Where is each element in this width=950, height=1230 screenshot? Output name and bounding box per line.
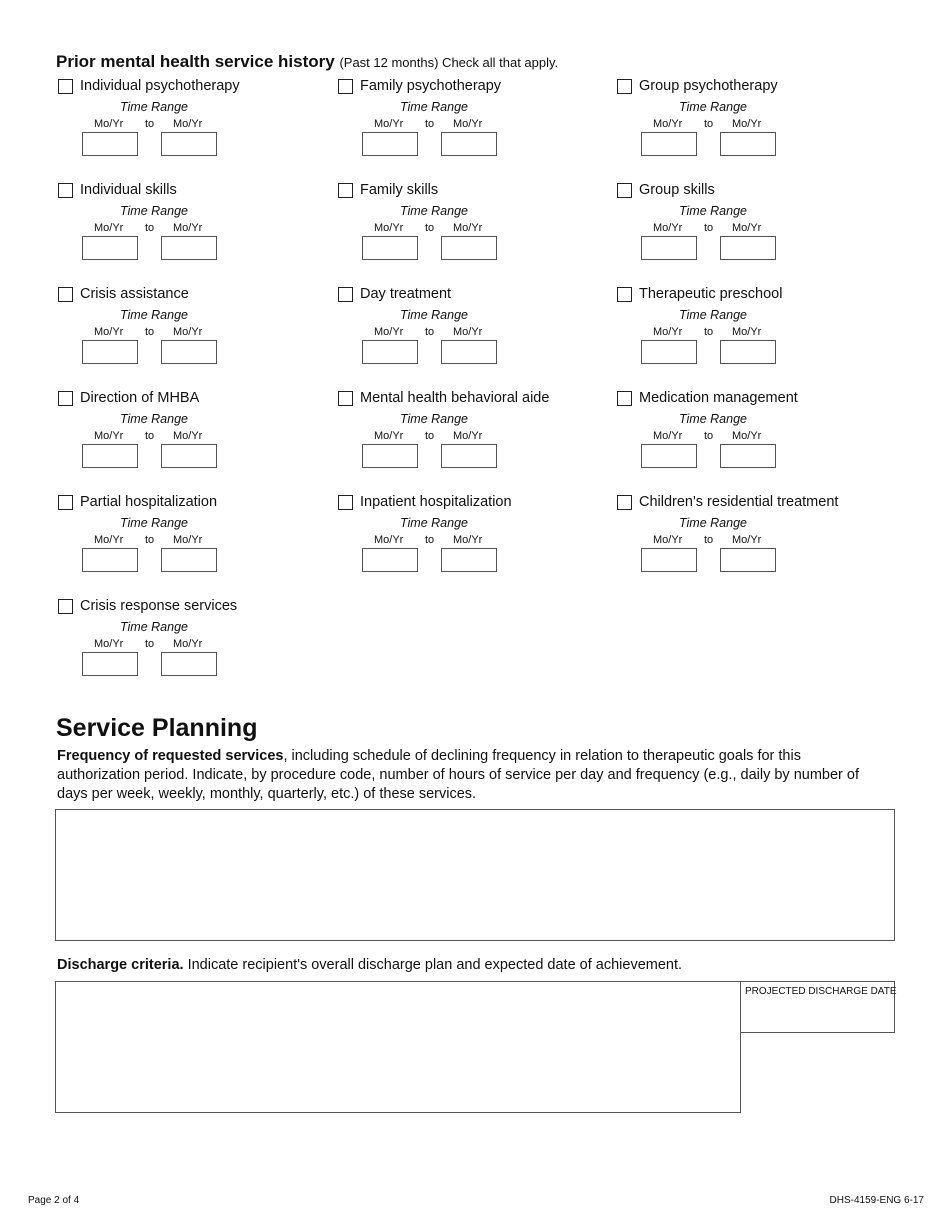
projected-discharge-date-label: PROJECTED DISCHARGE DATE	[745, 986, 897, 997]
service-item	[615, 366, 875, 466]
end-date-input[interactable]	[441, 548, 497, 572]
start-date-input[interactable]	[82, 340, 138, 364]
end-date-input[interactable]	[441, 132, 497, 156]
time-range-label: Time Range	[120, 412, 188, 426]
service-item	[56, 366, 316, 466]
start-mo-yr-label: Mo/Yr	[374, 534, 404, 546]
discharge-plan-textarea[interactable]	[55, 981, 741, 1113]
end-mo-yr-label: Mo/Yr	[732, 326, 762, 338]
service-checkbox[interactable]	[58, 287, 73, 302]
service-checkbox[interactable]	[617, 391, 632, 406]
to-label: to	[145, 638, 155, 650]
history-subtitle: (Past 12 months) Check all that apply.	[339, 55, 559, 70]
service-checkbox[interactable]	[338, 495, 353, 510]
service-item	[336, 470, 596, 570]
time-range-label: Time Range	[120, 100, 188, 114]
to-label: to	[145, 534, 155, 546]
to-label: to	[704, 222, 714, 234]
service-checkbox[interactable]	[58, 495, 73, 510]
to-label: to	[425, 326, 435, 338]
to-label: to	[425, 430, 435, 442]
end-date-input[interactable]	[720, 132, 776, 156]
to-label: to	[425, 222, 435, 234]
frequency-text: , including schedule of declining frequency in relation to therapeutic goals for this authorization period. Indicate, by procedure code, number of hours of service per day and frequency (e.g., daily by number of days per week, weekly, monthly, quarterly, etc.) of these services.	[57, 748, 859, 802]
service-label: Direction of MHBA	[80, 390, 200, 406]
start-date-input[interactable]	[82, 444, 138, 468]
time-range-label: Time Range	[400, 204, 468, 218]
end-mo-yr-label: Mo/Yr	[173, 430, 203, 442]
discharge-text: Indicate recipient's overall discharge plan and expected date of achievement.	[183, 957, 683, 973]
start-mo-yr-label: Mo/Yr	[374, 430, 404, 442]
service-checkbox[interactable]	[58, 79, 73, 94]
service-checkbox[interactable]	[58, 391, 73, 406]
service-label: Crisis response services	[80, 598, 238, 614]
start-mo-yr-label: Mo/Yr	[94, 430, 124, 442]
start-mo-yr-label: Mo/Yr	[94, 534, 124, 546]
end-mo-yr-label: Mo/Yr	[453, 222, 483, 234]
service-label: Group psychotherapy	[639, 78, 778, 94]
end-date-input[interactable]	[720, 548, 776, 572]
end-mo-yr-label: Mo/Yr	[173, 534, 203, 546]
service-checkbox[interactable]	[617, 183, 632, 198]
start-date-input[interactable]	[362, 444, 418, 468]
start-mo-yr-label: Mo/Yr	[653, 534, 683, 546]
to-label: to	[425, 118, 435, 130]
frequency-label: Frequency of requested services	[57, 748, 284, 764]
end-date-input[interactable]	[161, 132, 217, 156]
time-range-label: Time Range	[400, 516, 468, 530]
service-checkbox[interactable]	[617, 287, 632, 302]
start-date-input[interactable]	[82, 236, 138, 260]
end-date-input[interactable]	[161, 548, 217, 572]
to-label: to	[145, 430, 155, 442]
start-mo-yr-label: Mo/Yr	[94, 222, 124, 234]
end-mo-yr-label: Mo/Yr	[732, 430, 762, 442]
start-date-input[interactable]	[82, 652, 138, 676]
service-checkbox[interactable]	[58, 599, 73, 614]
end-mo-yr-label: Mo/Yr	[453, 534, 483, 546]
time-range-label: Time Range	[679, 516, 747, 530]
start-date-input[interactable]	[641, 236, 697, 260]
service-label: Individual skills	[80, 182, 177, 198]
end-date-input[interactable]	[720, 236, 776, 260]
service-checkbox[interactable]	[338, 287, 353, 302]
to-label: to	[704, 534, 714, 546]
start-date-input[interactable]	[362, 236, 418, 260]
service-label: Inpatient hospitalization	[360, 494, 512, 510]
time-range-label: Time Range	[120, 308, 188, 322]
time-range-label: Time Range	[679, 308, 747, 322]
time-range-label: Time Range	[679, 100, 747, 114]
service-checkbox[interactable]	[58, 183, 73, 198]
to-label: to	[704, 118, 714, 130]
end-date-input[interactable]	[441, 340, 497, 364]
service-item	[56, 54, 316, 154]
time-range-label: Time Range	[400, 308, 468, 322]
service-checkbox[interactable]	[617, 495, 632, 510]
start-date-input[interactable]	[82, 548, 138, 572]
service-item	[615, 158, 875, 258]
end-mo-yr-label: Mo/Yr	[173, 118, 203, 130]
time-range-label: Time Range	[120, 516, 188, 530]
service-checkbox[interactable]	[617, 79, 632, 94]
end-mo-yr-label: Mo/Yr	[732, 222, 762, 234]
start-mo-yr-label: Mo/Yr	[374, 118, 404, 130]
start-mo-yr-label: Mo/Yr	[94, 118, 124, 130]
service-checkbox[interactable]	[338, 79, 353, 94]
service-item	[336, 262, 596, 362]
service-item	[336, 366, 596, 466]
end-mo-yr-label: Mo/Yr	[732, 534, 762, 546]
service-label: Mental health behavioral aide	[360, 390, 550, 406]
start-mo-yr-label: Mo/Yr	[653, 430, 683, 442]
end-date-input[interactable]	[161, 340, 217, 364]
service-label: Crisis assistance	[80, 286, 189, 302]
service-label: Family psychotherapy	[360, 78, 502, 94]
start-date-input[interactable]	[82, 132, 138, 156]
start-date-input[interactable]	[641, 444, 697, 468]
start-date-input[interactable]	[362, 548, 418, 572]
start-mo-yr-label: Mo/Yr	[374, 326, 404, 338]
start-mo-yr-label: Mo/Yr	[653, 118, 683, 130]
service-label: Partial hospitalization	[80, 494, 218, 510]
service-label: Day treatment	[360, 286, 452, 302]
end-date-input[interactable]	[720, 340, 776, 364]
service-checkbox[interactable]	[338, 183, 353, 198]
time-range-label: Time Range	[400, 100, 468, 114]
service-checkbox[interactable]	[338, 391, 353, 406]
end-date-input[interactable]	[161, 444, 217, 468]
time-range-label: Time Range	[679, 412, 747, 426]
start-date-input[interactable]	[641, 548, 697, 572]
start-date-input[interactable]	[641, 132, 697, 156]
page-number: Page 2 of 4	[28, 1195, 80, 1206]
start-date-input[interactable]	[362, 132, 418, 156]
end-mo-yr-label: Mo/Yr	[173, 326, 203, 338]
service-item	[56, 574, 316, 674]
service-label: Group skills	[639, 182, 715, 198]
end-date-input[interactable]	[161, 652, 217, 676]
history-title: Prior mental health service history	[56, 52, 335, 71]
end-mo-yr-label: Mo/Yr	[453, 430, 483, 442]
to-label: to	[704, 326, 714, 338]
time-range-label: Time Range	[679, 204, 747, 218]
service-item	[615, 262, 875, 362]
end-date-input[interactable]	[441, 444, 497, 468]
start-date-input[interactable]	[362, 340, 418, 364]
start-mo-yr-label: Mo/Yr	[374, 222, 404, 234]
to-label: to	[704, 430, 714, 442]
service-item	[56, 470, 316, 570]
start-mo-yr-label: Mo/Yr	[653, 222, 683, 234]
end-date-input[interactable]	[161, 236, 217, 260]
discharge-label: Discharge criteria.	[57, 957, 184, 973]
service-item	[336, 158, 596, 258]
service-label: Therapeutic preschool	[639, 286, 783, 302]
form-id: DHS-4159-ENG 6-17	[829, 1195, 924, 1206]
service-item	[615, 470, 875, 570]
discharge-instructions	[57, 957, 682, 973]
end-mo-yr-label: Mo/Yr	[732, 118, 762, 130]
service-label: Medication management	[639, 390, 798, 406]
service-label: Family skills	[360, 182, 439, 198]
service-item	[615, 54, 875, 154]
start-mo-yr-label: Mo/Yr	[653, 326, 683, 338]
time-range-label: Time Range	[400, 412, 468, 426]
frequency-textarea[interactable]	[55, 809, 895, 941]
service-item	[336, 54, 596, 154]
start-mo-yr-label: Mo/Yr	[94, 638, 124, 650]
to-label: to	[145, 326, 155, 338]
end-mo-yr-label: Mo/Yr	[453, 326, 483, 338]
to-label: to	[145, 118, 155, 130]
start-mo-yr-label: Mo/Yr	[94, 326, 124, 338]
service-planning-title: Service Planning	[56, 714, 258, 742]
time-range-label: Time Range	[120, 204, 188, 218]
time-range-label: Time Range	[120, 620, 188, 634]
frequency-instructions	[57, 747, 887, 804]
end-date-input[interactable]	[441, 236, 497, 260]
to-label: to	[145, 222, 155, 234]
end-mo-yr-label: Mo/Yr	[173, 222, 203, 234]
to-label: to	[425, 534, 435, 546]
end-mo-yr-label: Mo/Yr	[173, 638, 203, 650]
service-item	[56, 262, 316, 362]
service-label: Individual psychotherapy	[80, 78, 240, 94]
end-mo-yr-label: Mo/Yr	[453, 118, 483, 130]
end-date-input[interactable]	[720, 444, 776, 468]
service-label: Children's residential treatment	[639, 494, 839, 510]
service-item	[56, 158, 316, 258]
start-date-input[interactable]	[641, 340, 697, 364]
